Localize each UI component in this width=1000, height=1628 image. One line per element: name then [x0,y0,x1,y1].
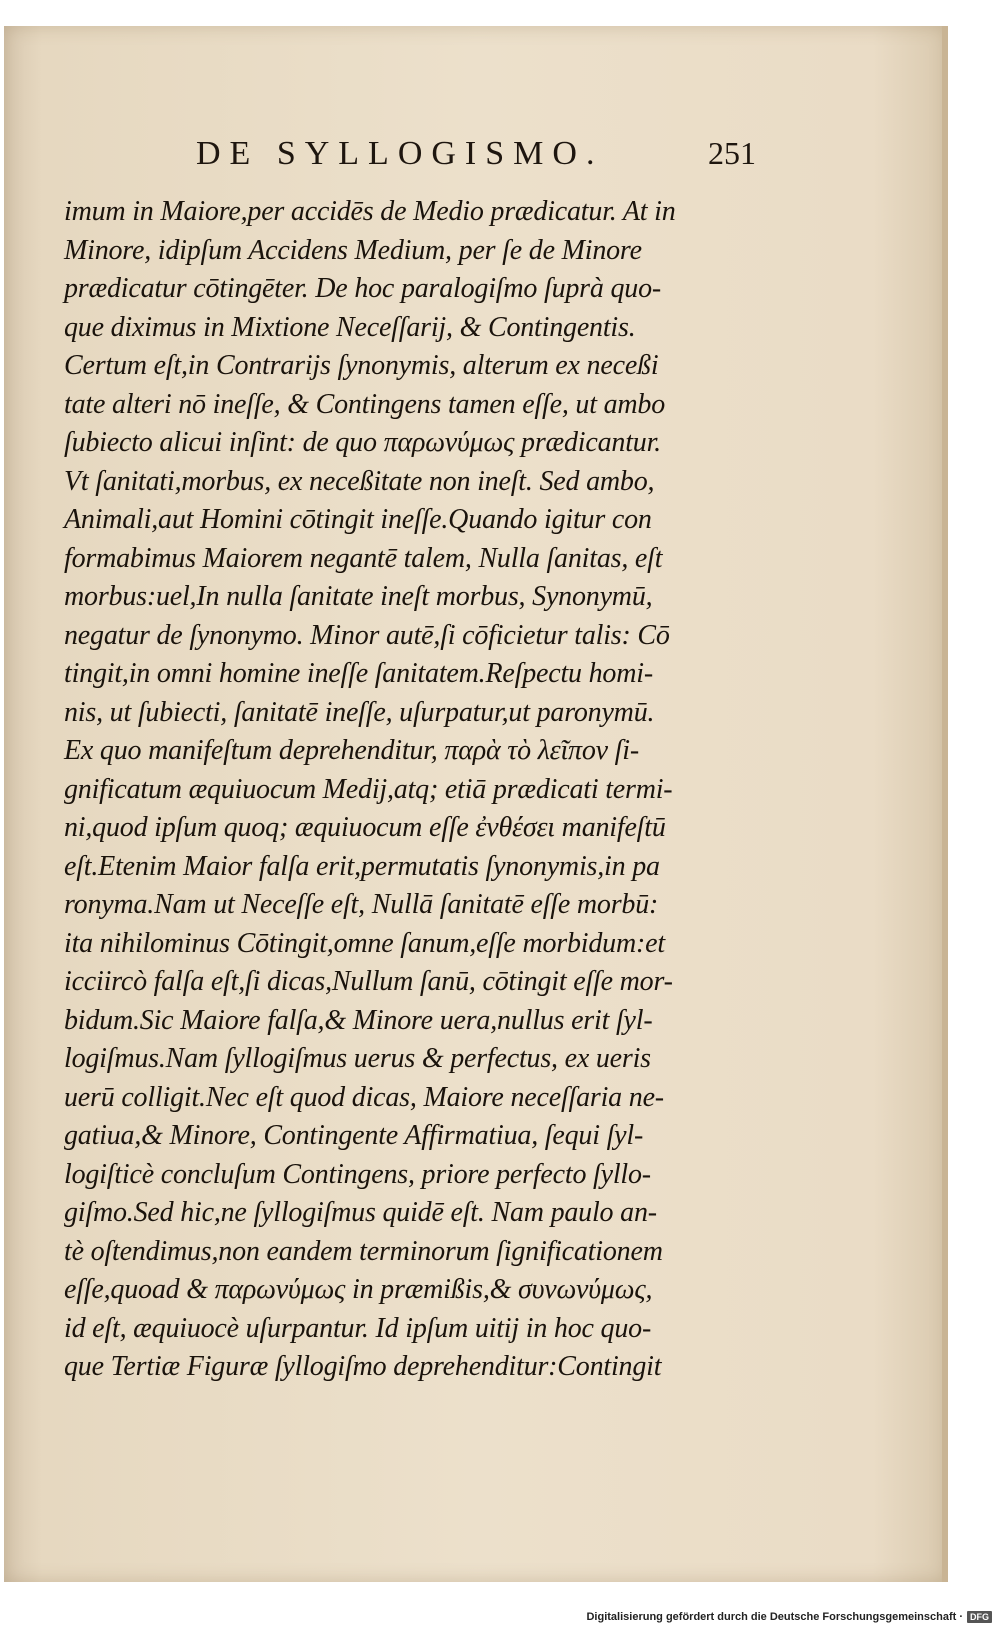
text-line: tè oſtendimus,non eandem terminorum ſignificationem [64,1235,663,1267]
text-line: icciircò falſa eſt,ſi dicas,Nullum ſanū, cōtingit eſſe mor- [64,966,673,997]
text-line: ita nihilominus Cōtingit,omne ſanum,eſſe morbidum:et [64,927,665,959]
text-line: ni,quod ipſum quoq; æquiuocum eſſe ἐνθέσει manifeſtū [64,812,666,843]
text-line: que Tertiæ Figuræ ſyllogiſmo deprehenditur:Contingit [64,1351,662,1382]
text-line: uerū colligit.Nec eſt quod dicas, Maiore neceſſaria ne- [64,1081,664,1113]
text-line: ronyma.Nam ut Neceſſe eſt, Nullā ſanitatē eſſe morbū: [64,889,659,920]
text-line: bidum.Sic Maiore falſa,& Minore uera,nullus erit ſyl- [64,1004,653,1036]
text-line: logiſmus.Nam ſyllogiſmus uerus & perfectus, ex ueris [64,1043,651,1074]
page-header [196,135,756,185]
text-line: logiſticè concluſum Contingens, priore perfecto ſyllo- [64,1158,651,1190]
text-line: tate alteri nō ineſſe, & Contingens tamen eſſe, ut ambo [64,388,666,420]
digitization-credit [586,1608,992,1626]
text-line: formabimus Maiorem negantē talem, Nulla ſanitas, eſt [64,542,663,574]
text-line: nis, ut ſubiecti, ſanitatē ineſſe, uſurpatur,ut paronymū. [64,696,655,728]
text-line: eſſe,quoad & παρωνύμως in præmißis,& συνωνύμως, [64,1274,653,1305]
text-line: Vt ſanitati,morbus, ex neceßitate non ineſt. Sed ambo, [64,465,655,497]
text-line: imum in Maiore,per accidēs de Medio prædicatur. At in [64,196,676,227]
text-line: Animali,aut Homini cōtingit ineſſe.Quando igitur con [64,504,652,535]
text-line: negatur de ſynonymo. Minor autē,ſi cōficietur talis: Cō [64,619,670,651]
text-line: id eſt, æquiuocè uſurpantur. Id ipſum uitij in hoc quo- [64,1312,652,1344]
text-line: prædicatur cōtingēter. De hoc paralogiſmo ſuprà quo- [64,273,662,304]
text-line: Minore, idipſum Accidens Medium, per ſe de Minore [64,234,642,266]
credit-text: Digitalisierung gefördert durch die Deutsche Forschungsgemeinschaft · [586,1611,963,1623]
running-title: DE SYLLOGISMO. [196,135,604,172]
text-line: gnificatum æquiuocum Medij,atq; etiā prædicati termi- [64,773,673,805]
text-line: eſt.Etenim Maior falſa erit,permutatis ſynonymis,in pa [64,850,660,882]
text-line: ſubiecto alicui inſint: de quo παρωνύμως prædicantur. [64,427,661,458]
text-line: morbus:uel,In nulla ſanitate ineſt morbus, Synonymū, [64,581,653,612]
text-line: giſmo.Sed hic,ne ſyllogiſmus quidē eſt. Nam paulo an- [64,1197,657,1228]
text-line: Ex quo manifeſtum deprehenditur, παρὰ τὸ λεῖπον ſi- [64,735,639,766]
page-edge [942,26,948,1582]
body-text [64,193,764,1387]
text-line: tingit,in omni homine ineſſe ſanitatem.Reſpectu homi- [64,658,653,689]
text-line: Certum eſt,in Contrarijs ſynonymis, alterum ex neceßi [64,350,659,381]
page-number: 251 [708,135,756,171]
text-line: que diximus in Mixtione Neceſſarij, & Contingentis. [64,311,636,343]
text-line: gatiua,& Minore, Contingente Affirmatiua, ſequi ſyl- [64,1120,644,1151]
dfg-logo: DFG [967,1611,992,1623]
